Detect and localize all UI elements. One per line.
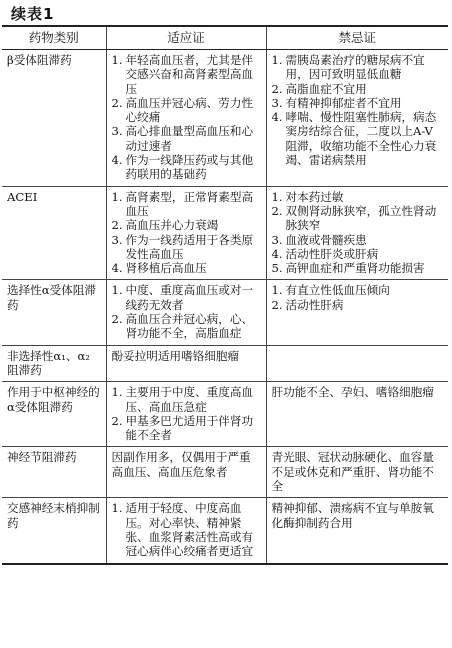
indication-text: 酚妥拉明适用嗜铬细胞瘤 [111,348,240,363]
table-row [2,447,448,498]
list-item: 4. 哮喘、慢性阻塞性肺病，病态窦房结综合征，二度以上A-V阻滞，收缩功能不全性心力衰竭、雷诺病禁用 [271,110,437,168]
list-item: 1. 高肾素型，正常肾素型高血压 [111,189,254,218]
table-caption: 续表1 [11,5,55,23]
header-row [2,26,448,50]
contraindications-cell [266,382,448,447]
contra-text: 精神抑郁、溃疡病不宜与单胺氧化酶抑制药合用 [271,501,434,530]
drug-category: 交感神经末梢抑制药 [7,501,100,530]
category-cell [2,345,106,382]
category-cell [2,50,106,187]
header-indications: 适应证 [106,26,266,50]
indications-cell [106,498,266,564]
header-category: 药物类别 [2,26,106,50]
table-row [2,345,448,382]
indications-cell [106,280,266,345]
drug-category: β受体阻滞药 [7,53,72,67]
list-item: 1. 有直立性低血压倾向 [271,283,390,298]
category-cell [2,447,106,498]
table-row [2,186,448,280]
header-contraindications: 禁忌证 [266,26,448,50]
drug-category: 选择性α受体阻滞药 [7,283,96,312]
table-row [2,382,448,447]
list-item: 2. 双侧肾动脉狭窄，孤立性肾动脉狭窄 [271,203,437,233]
list-item: 2. 甲基多巴尤适用于伴肾功能不全者 [111,413,254,443]
table-row [2,498,448,564]
list-item: 3. 有精神抑郁症者不宜用 [271,95,402,110]
list-item: 1. 年轻高血压者，尤其是伴交感兴奋和高肾素型高血压 [111,53,254,96]
list-item: 2. 高脂血症不宜用 [271,81,367,96]
contra-text: 肝功能不全、孕妇、嗜铬细胞瘤 [271,385,434,400]
category-cell [2,382,106,447]
category-cell [2,280,106,345]
drug-category: ACEI [7,189,38,204]
indication-text: 因副作用多，仅偶用于严重高血压、高血压危象者 [111,450,251,479]
contraindications-cell [266,280,448,345]
drug-table [2,25,448,565]
contraindications-cell [266,447,448,498]
list-item: 1. 对本药过敏 [271,189,344,204]
list-item: 5. 高钾血症和严重肾功能损害 [271,261,425,276]
category-cell [2,186,106,280]
list-item: 1. 需胰岛素治疗的糖尿病不宜用，因可致明显低血糖 [271,53,425,82]
contraindications-cell [266,50,448,187]
list-item: 2. 高血压合并冠心病，心、肾功能不全，高脂血症 [111,312,254,341]
contra-text: 青光眼、冠状动脉硬化、血容量不足或休克和严重肝、肾功能不全 [271,450,434,494]
indications-cell [106,345,266,382]
list-item: 1. 适用于轻度、中度高血压。对心率快、精神紧张、血浆肾素活性高或有冠心病伴心绞痛者更适宜 [111,501,254,559]
list-item: 2. 高血压并心力衰竭 [111,218,219,233]
indications-cell [106,382,266,447]
list-item: 4. 作为一线降压药或与其他药联用的基础药 [111,153,254,182]
table-row [2,280,448,345]
drug-category: 作用于中枢神经的α受体阻滞药 [7,385,100,414]
list-item: 2. 高血压并冠心病、劳力性心绞痛 [111,95,254,125]
list-item: 2. 活动性肝病 [271,297,344,312]
contraindications-cell [266,186,448,280]
drug-category: 非选择性α₁、α₂阻滞药 [7,348,90,377]
list-item: 1. 主要用于中度、重度高血压、高血压急症 [111,385,254,414]
contraindications-cell [266,498,448,564]
list-item: 3. 血液或骨髓疾患 [271,232,367,247]
indications-cell [106,447,266,498]
contraindications-cell [266,345,448,382]
indications-cell [106,50,266,187]
category-cell [2,498,106,564]
drug-category: 神经节阻滞药 [7,450,77,465]
list-item: 4. 活动性肝炎或肝病 [271,246,379,261]
list-item: 1. 中度、重度高血压或对一线药无效者 [111,283,254,312]
list-item: 3. 高心排血量型高血压和心动过速者 [111,124,254,153]
table-row [2,50,448,187]
indications-cell [106,186,266,280]
list-item: 3. 作为一线药适用于各类原发性高血压 [111,232,254,261]
list-item: 4. 肾移植后高血压 [111,261,207,276]
